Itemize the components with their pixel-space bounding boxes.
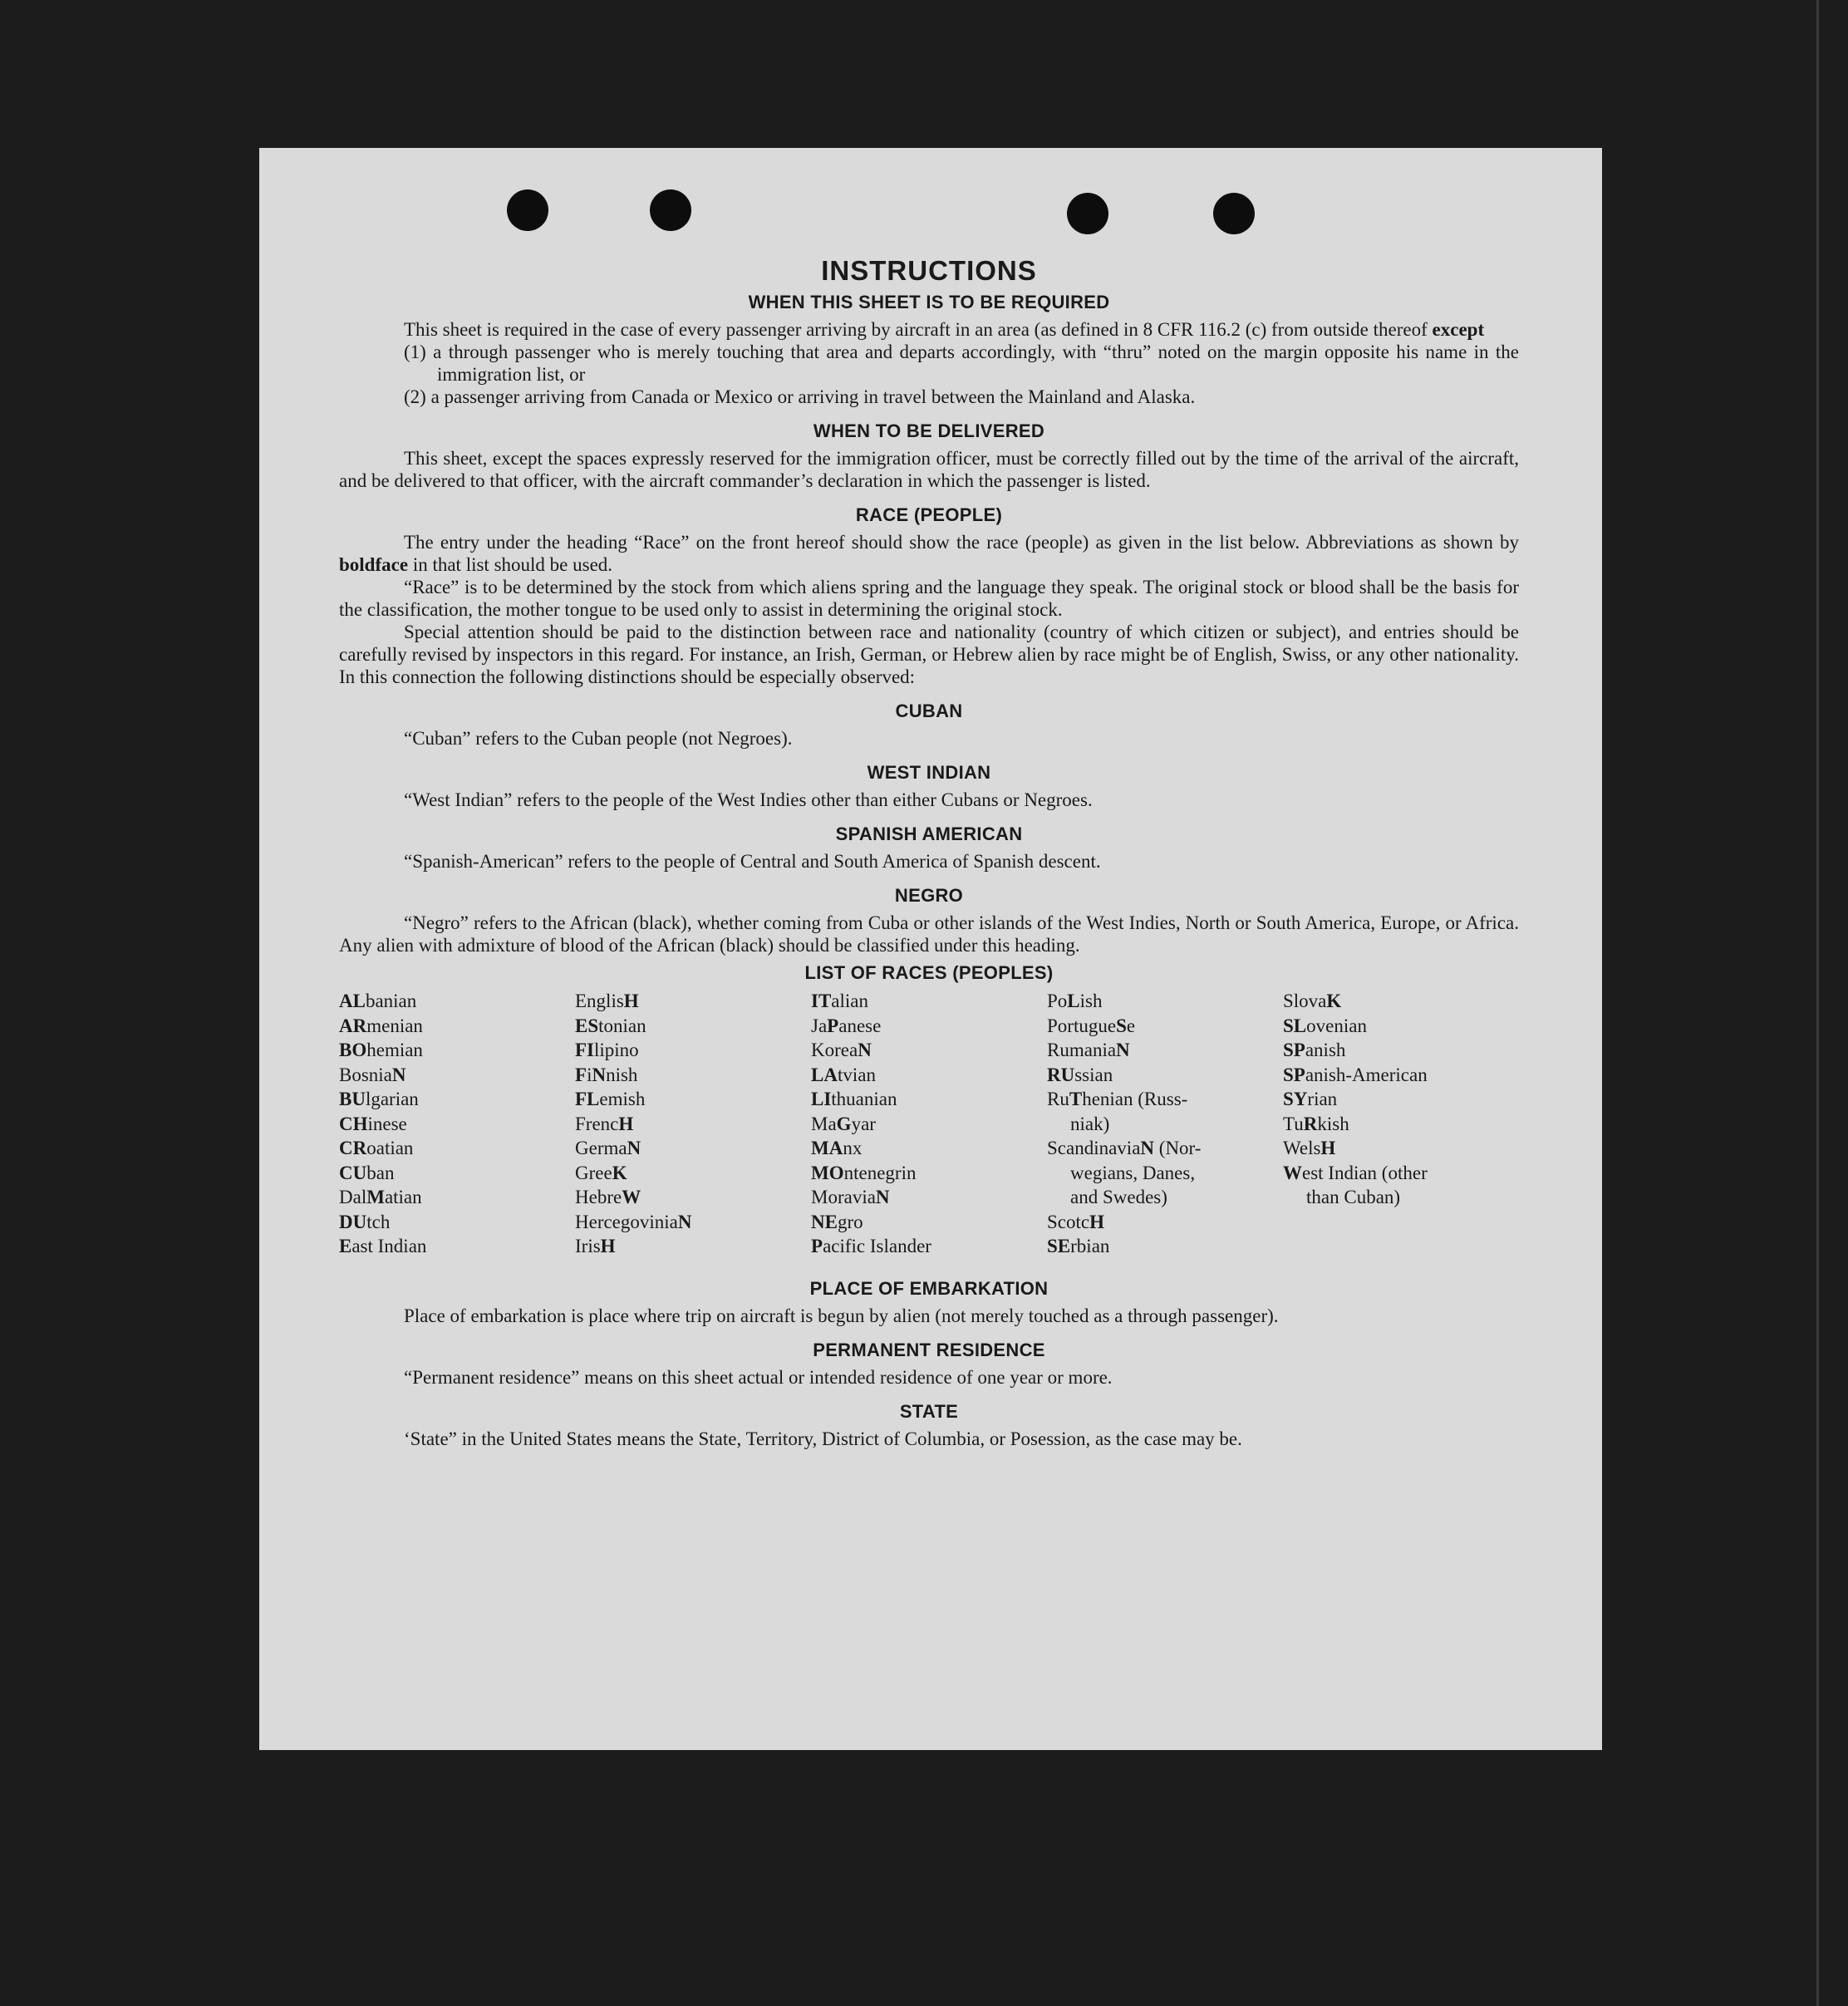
scan-border <box>1816 0 1819 2006</box>
page-title: INSTRUCTIONS <box>821 255 1037 286</box>
section-heading-embarkation: PLACE OF EMBARKATION <box>809 1277 1049 1299</box>
instructions-content <box>339 254 1519 1450</box>
race-entry: BUlgarian <box>339 1089 419 1109</box>
race-entry-continuation: than Cuban) <box>1306 1187 1401 1207</box>
race-entry: EStonian <box>575 1015 646 1036</box>
section-heading-required: WHEN THIS SHEET IS TO BE REQUIRED <box>748 292 1110 312</box>
race-entry: RuThenian (Russ- <box>1047 1089 1188 1109</box>
document-page <box>259 148 1602 1750</box>
race-entry: West Indian (other <box>1283 1162 1428 1183</box>
section-heading-residence: PERMANENT RESIDENCE <box>813 1339 1045 1360</box>
race-entry: ScandinaviaN (Nor- <box>1047 1138 1202 1158</box>
race-entry: GermaN <box>575 1138 641 1158</box>
race-entry: RUssian <box>1047 1064 1113 1085</box>
race-entry: SLovenian <box>1283 1015 1367 1036</box>
race-paragraph-2: “Race” is to be determined by the stock from which aliens spring and the language they speak. The original stock or blood shall be the basis for the classification, the mother tongue to be used only to assist in determining the original stock. <box>339 577 1519 620</box>
race-entry: SPanish-American <box>1283 1064 1428 1085</box>
race-entry: GreeK <box>575 1162 627 1183</box>
state-text: ‘State” in the United States means the State, Territory, District of Columbia, or Posession, as the case may be. <box>404 1428 1242 1449</box>
race-column <box>339 989 575 1259</box>
race-entry: MaGyar <box>811 1113 876 1134</box>
race-entry: PortugueSe <box>1047 1015 1136 1036</box>
required-item-2: (2) a passenger arriving from Canada or Mexico or arriving in travel between the Mainland and Alaska. <box>404 386 1196 407</box>
race-entry: LIthuanian <box>811 1089 897 1109</box>
section-heading-cuban: CUBAN <box>895 701 963 721</box>
race-column <box>811 989 1047 1259</box>
negro-text: “Negro” refers to the African (black), whether coming from Cuba or other islands of the West Indies, North or South America, Europe, or Africa. Any alien with admixture of blood of the African (black) should be classified under this heading. <box>339 912 1519 956</box>
race-entry: TuRkish <box>1283 1113 1349 1134</box>
race-entry: SlovaK <box>1283 991 1342 1011</box>
race-entry: BOhemian <box>339 1040 423 1060</box>
race-entry: FiNnish <box>575 1064 638 1085</box>
race-entry: BosniaN <box>339 1064 406 1085</box>
race-entry: FIlipino <box>575 1040 639 1060</box>
race-entry-continuation: and Swedes) <box>1070 1187 1167 1207</box>
race-entry: SErbian <box>1047 1236 1110 1256</box>
race-entry: CHinese <box>339 1113 407 1134</box>
section-heading-state: STATE <box>899 1400 959 1422</box>
race-column <box>1047 989 1283 1259</box>
race-entry: MoraviaN <box>811 1187 890 1207</box>
race-entry: PoLish <box>1047 991 1103 1011</box>
race-entry: FrencH <box>575 1113 634 1134</box>
race-entry-continuation: wegians, Danes, <box>1070 1162 1196 1183</box>
delivered-text: This sheet, except the spaces expressly reserved for the immigration officer, must be correctly filled out by the time of the arrival of the aircraft, and be delivered to that officer, with the aircraft commander’s declaration in which the passenger is listed. <box>339 448 1519 491</box>
race-paragraph-1: The entry under the heading “Race” on the front hereof should show the race (people) as given in the list below. Abbreviations as shown by boldface in that list should be used. <box>339 532 1519 575</box>
race-entry: NEgro <box>811 1211 863 1232</box>
west-indian-text: “West Indian” refers to the people of the West Indies other than either Cubans or Negroes. <box>404 789 1093 810</box>
embarkation-text: Place of embarkation is place where trip on aircraft is begun by alien (not merely touched as a through passenger). <box>404 1305 1279 1326</box>
section-heading-race: RACE (PEOPLE) <box>855 504 1003 525</box>
race-entry: FLemish <box>575 1089 646 1109</box>
punch-hole-icon <box>507 189 548 231</box>
race-entry: KoreaN <box>811 1040 872 1060</box>
race-entry: ARmenian <box>339 1015 423 1036</box>
section-heading-spanish-american: SPANISH AMERICAN <box>835 824 1023 844</box>
spanish-american-text: “Spanish-American” refers to the people of Central and South America of Spanish descent. <box>404 851 1101 872</box>
race-entry: RumaniaN <box>1047 1040 1130 1060</box>
race-column <box>1283 989 1519 1259</box>
race-entry: Pacific Islander <box>811 1236 931 1256</box>
race-entry: MOntenegrin <box>811 1162 917 1183</box>
race-entry: East Indian <box>339 1236 427 1256</box>
punch-hole-icon <box>1067 193 1108 234</box>
race-entry: DUtch <box>339 1211 391 1232</box>
punch-hole-icon <box>1213 193 1255 234</box>
races-list <box>339 989 1519 1259</box>
race-entry: HercegoviniaN <box>575 1211 692 1232</box>
section-heading-delivered: WHEN TO BE DELIVERED <box>813 420 1045 441</box>
race-column <box>575 989 811 1259</box>
race-entry: ScotcH <box>1047 1211 1104 1232</box>
race-entry: EnglisH <box>575 991 639 1011</box>
race-entry: JaPanese <box>811 1015 882 1036</box>
section-heading-west-indian: WEST INDIAN <box>867 762 991 783</box>
race-entry: WelsH <box>1283 1138 1336 1158</box>
race-entry: LAtvian <box>811 1064 876 1085</box>
race-entry: ALbanian <box>339 991 417 1011</box>
race-entry-continuation: niak) <box>1070 1113 1110 1134</box>
section-heading-list: LIST OF RACES (PEOPLES) <box>804 962 1054 983</box>
punch-hole-icon <box>650 189 691 231</box>
section-heading-negro: NEGRO <box>894 885 964 906</box>
race-entry: ITalian <box>811 991 868 1011</box>
cuban-text: “Cuban” refers to the Cuban people (not Negroes). <box>404 728 793 749</box>
required-item-1: (1) a through passenger who is merely touching that area and departs accordingly, with “thru” noted on the margin opposite his name in the immigration list, or <box>404 342 1519 385</box>
race-entry: IrisH <box>575 1236 616 1256</box>
required-intro: This sheet is required in the case of every passenger arriving by aircraft in an area (as defined in 8 CFR 116.2 (c) from outside thereof except <box>404 319 1485 340</box>
race-paragraph-3: Special attention should be paid to the distinction between race and nationality (country of which citizen or subject), and entries should be carefully revised by inspectors in this regard. For instance, an Irish, German, or Hebrew alien by race might be of English, Swiss, or any other nationality. In this connection the following distinctions should be especially observed: <box>339 622 1519 687</box>
race-entry: HebreW <box>575 1187 641 1207</box>
race-entry: SPanish <box>1283 1040 1346 1060</box>
residence-text: “Permanent residence” means on this sheet actual or intended residence of one year or more. <box>404 1366 1113 1388</box>
race-entry: CRoatian <box>339 1138 414 1158</box>
race-entry: CUban <box>339 1162 395 1183</box>
race-entry: DalMatian <box>339 1187 422 1207</box>
race-entry: SYrian <box>1283 1089 1338 1109</box>
race-entry: MAnx <box>811 1138 863 1158</box>
